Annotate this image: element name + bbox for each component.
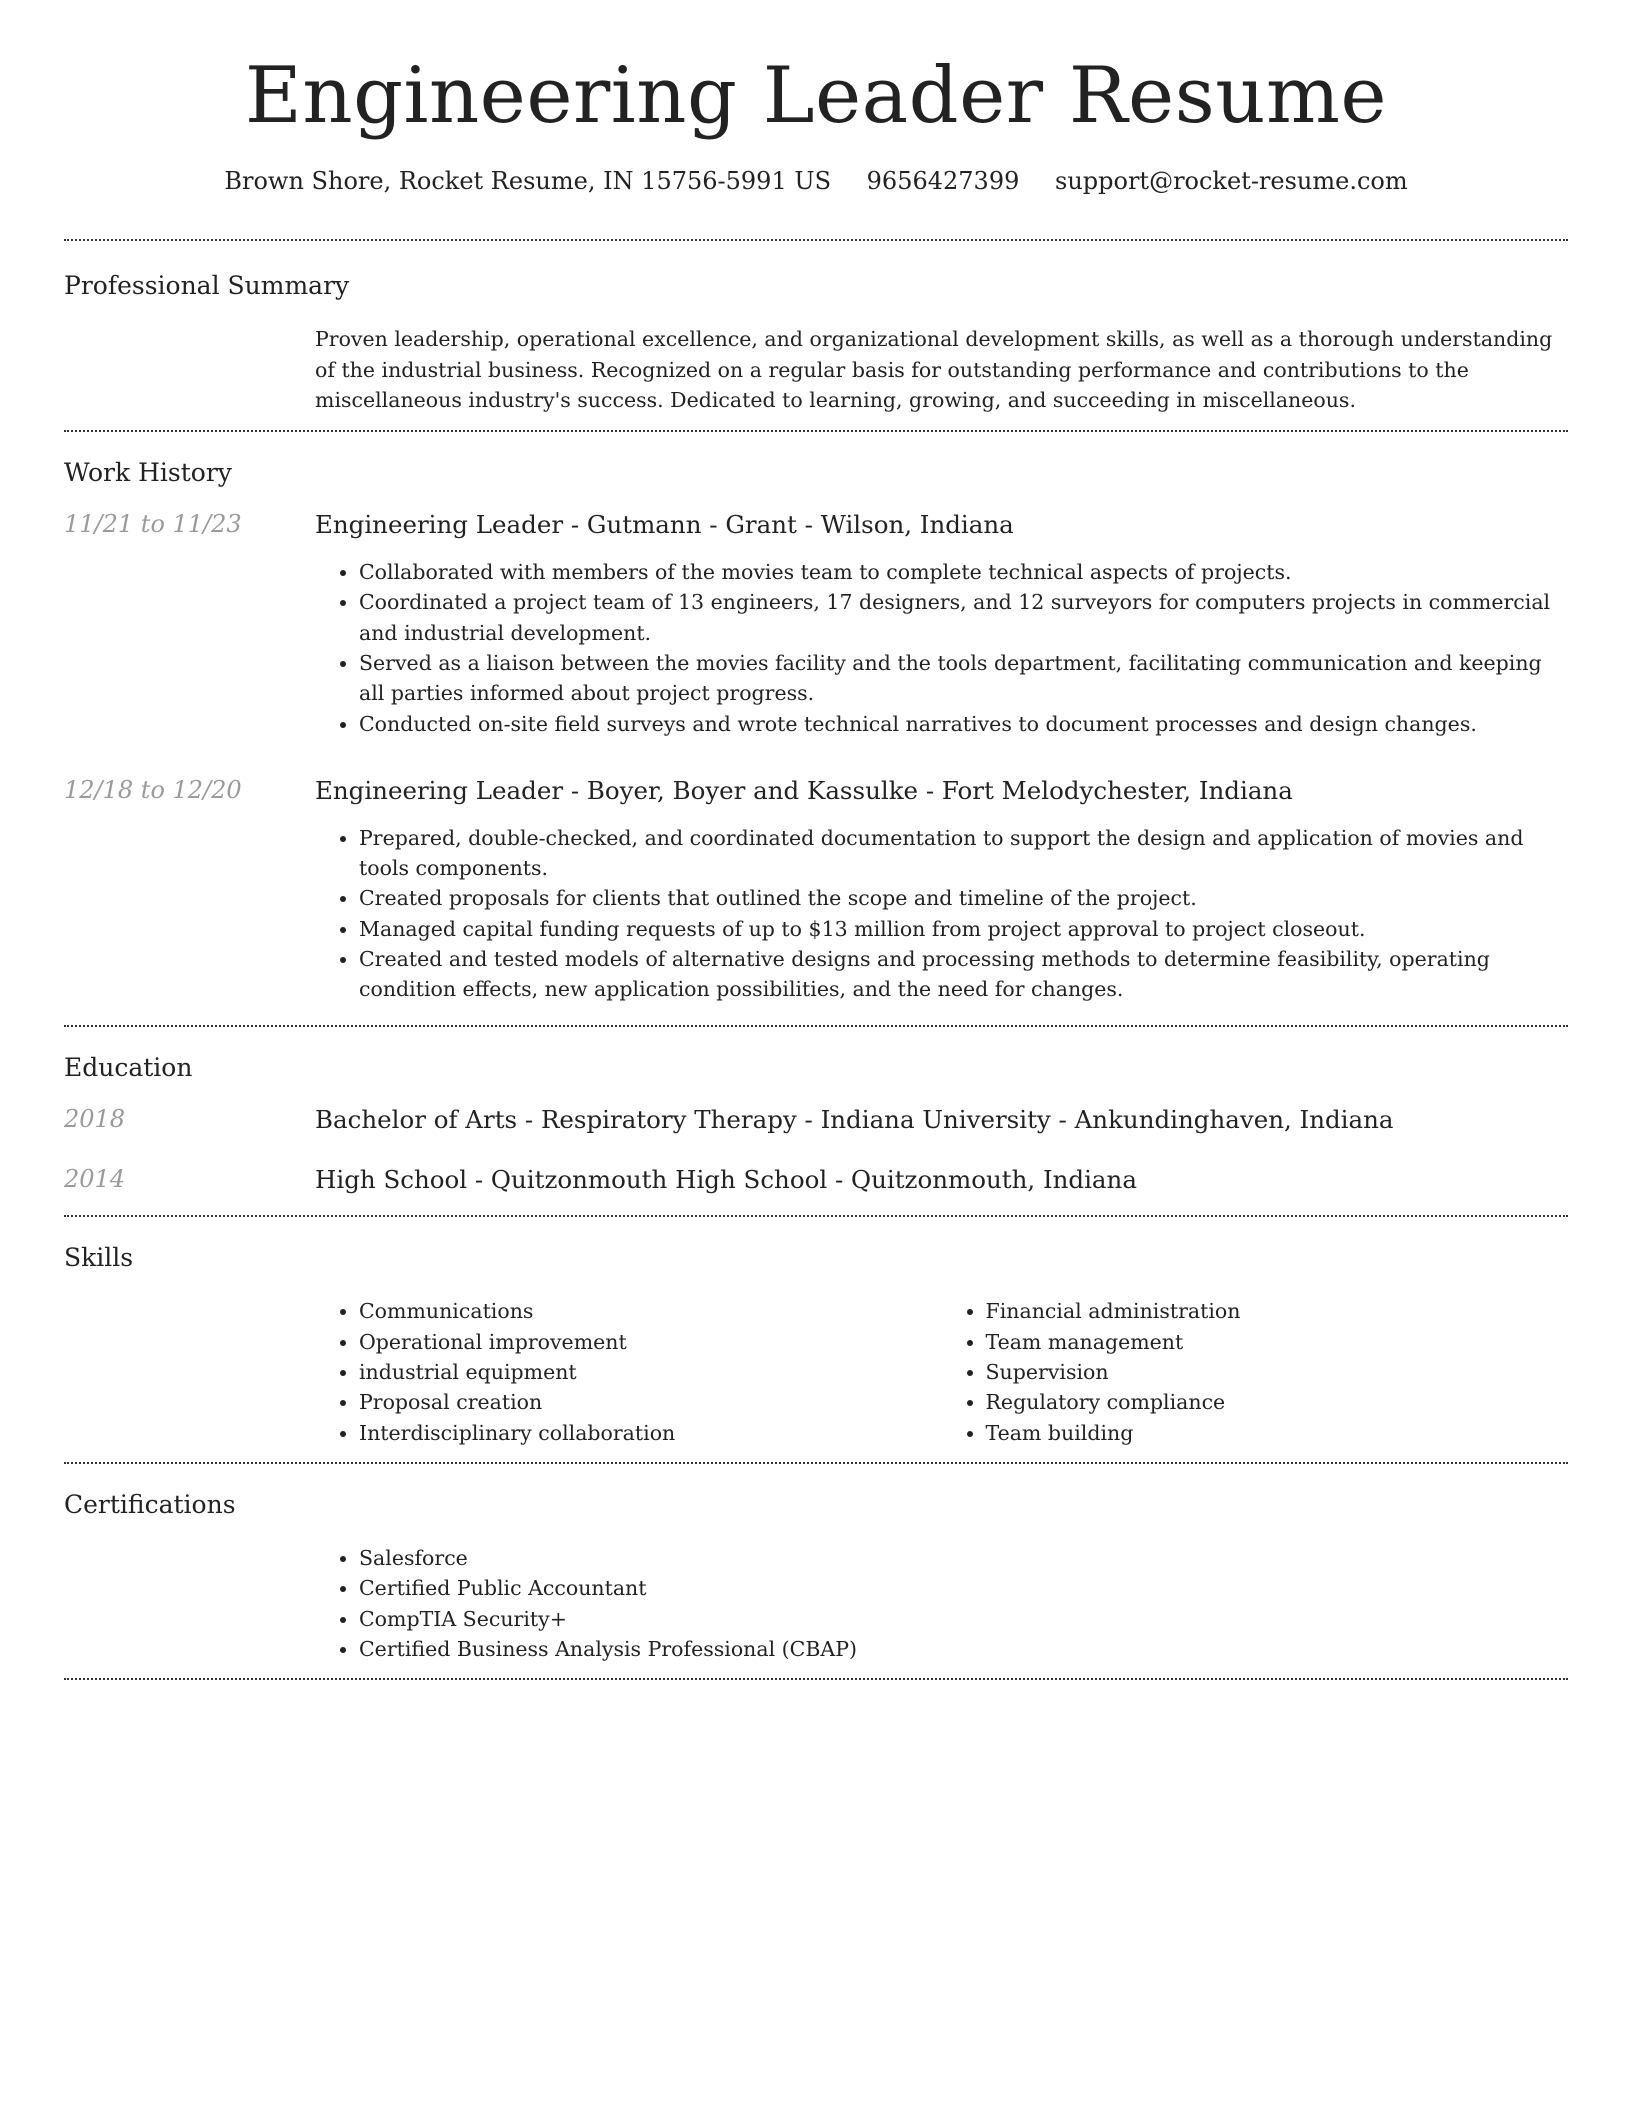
skills-heading: Skills — [64, 1243, 134, 1273]
job-bullet: • Collaborated with members of the movies team to complete technical aspects of projects. — [359, 557, 1568, 587]
contact-info — [64, 166, 1568, 197]
job-bullet: • Created proposals for clients that outlined the scope and timeline of the project. — [359, 883, 1568, 913]
skills-list-col1 — [315, 1296, 942, 1448]
skills-row — [64, 1296, 1568, 1448]
skill-item: • Communications — [359, 1296, 942, 1326]
certifications-heading: Certifications — [64, 1489, 236, 1519]
skill-item: • Operational improvement — [359, 1327, 942, 1357]
summary-text: Proven leadership, operational excellence, and organizational development skills, as well as a thorough understanding of the industrial business. Recognized on a regular basis for outstanding performance and contributions to the miscellaneous industry's success. Dedicated to learning, growing, and succeeding in miscellaneous. — [315, 326, 1553, 413]
job-details — [315, 775, 1568, 1005]
certifications-content — [315, 1543, 1568, 1664]
summary-row — [64, 324, 1568, 416]
job-bullet: • Conducted on-site field surveys and wrote technical narratives to document processes and design changes. — [359, 709, 1568, 739]
job-entry — [64, 775, 1568, 1005]
job-bullet: • Served as a liaison between the movies facility and the tools department, facilitating communication and keeping all parties informed about project progress. — [359, 648, 1568, 709]
skill-item: • Supervision — [986, 1357, 1569, 1387]
skills-section — [64, 1217, 1568, 1462]
job-dates: 12/18 to 12/20 — [64, 775, 242, 804]
education-heading: Education — [64, 1052, 193, 1082]
certification-item: • CompTIA Security+ — [359, 1604, 1568, 1634]
skill-item: • Financial administration — [986, 1296, 1569, 1326]
contact-address: Brown Shore, Rocket Resume, IN 15756-5991 US — [224, 166, 832, 195]
summary-content — [315, 324, 1568, 416]
job-bullets — [315, 823, 1568, 1005]
certifications-list — [315, 1543, 1568, 1664]
education-entry — [64, 1164, 1568, 1196]
job-bullet: • Prepared, double-checked, and coordinated documentation to support the design and application of movies and tools components. — [359, 823, 1568, 884]
skills-grid — [315, 1296, 1568, 1448]
resume-title: Engineering Leader Resume — [244, 51, 1388, 141]
work-history-heading: Work History — [64, 458, 232, 488]
certification-item: • Salesforce — [359, 1543, 1568, 1573]
summary-heading: Professional Summary — [64, 270, 350, 300]
skill-item: • Team building — [986, 1418, 1569, 1448]
section-divider — [64, 1678, 1568, 1680]
job-title: Engineering Leader - Gutmann - Grant - Wilson, Indiana — [315, 510, 1014, 540]
education-title: Bachelor of Arts - Respiratory Therapy - Indiana University - Ankundinghaven, Indiana — [315, 1104, 1394, 1134]
job-bullets — [315, 557, 1568, 739]
work-history-section — [64, 432, 1568, 1025]
job-bullet: • Managed capital funding requests of up to $13 million from project approval to project closeout. — [359, 914, 1568, 944]
job-title: Engineering Leader - Boyer, Boyer and Kassulke - Fort Melodychester, Indiana — [315, 775, 1293, 805]
job-entry — [64, 509, 1568, 739]
job-bullet: • Created and tested models of alternative designs and processing methods to determine feasibility, operating condition effects, new application possibilities, and the need for changes. — [359, 944, 1568, 1005]
education-year: 2014 — [64, 1164, 126, 1193]
skill-item: • Proposal creation — [359, 1387, 942, 1417]
resume-header — [64, 0, 1568, 197]
summary-section — [64, 241, 1568, 430]
certifications-section — [64, 1464, 1568, 1678]
contact-phone: 9656427399 — [866, 166, 1020, 195]
contact-email: support@rocket-resume.com — [1055, 166, 1408, 195]
job-bullet: • Coordinated a project team of 13 engineers, 17 designers, and 12 surveyors for computers projects in commercial and industrial development. — [359, 587, 1568, 648]
skill-item: • Team management — [986, 1327, 1569, 1357]
certifications-row — [64, 1543, 1568, 1664]
job-dates: 11/21 to 11/23 — [64, 510, 242, 539]
certification-item: • Certified Business Analysis Professional (CBAP) — [359, 1634, 1568, 1664]
education-entry — [64, 1104, 1568, 1136]
skills-list-col2 — [942, 1296, 1569, 1448]
skill-item: • industrial equipment — [359, 1357, 942, 1387]
job-details — [315, 509, 1568, 739]
education-year: 2018 — [64, 1104, 126, 1133]
education-section — [64, 1027, 1568, 1216]
certification-item: • Certified Public Accountant — [359, 1573, 1568, 1603]
skill-item: • Regulatory compliance — [986, 1387, 1569, 1417]
education-title: High School - Quitzonmouth High School - Quitzonmouth, Indiana — [315, 1164, 1137, 1194]
skill-item: • Interdisciplinary collaboration — [359, 1418, 942, 1448]
